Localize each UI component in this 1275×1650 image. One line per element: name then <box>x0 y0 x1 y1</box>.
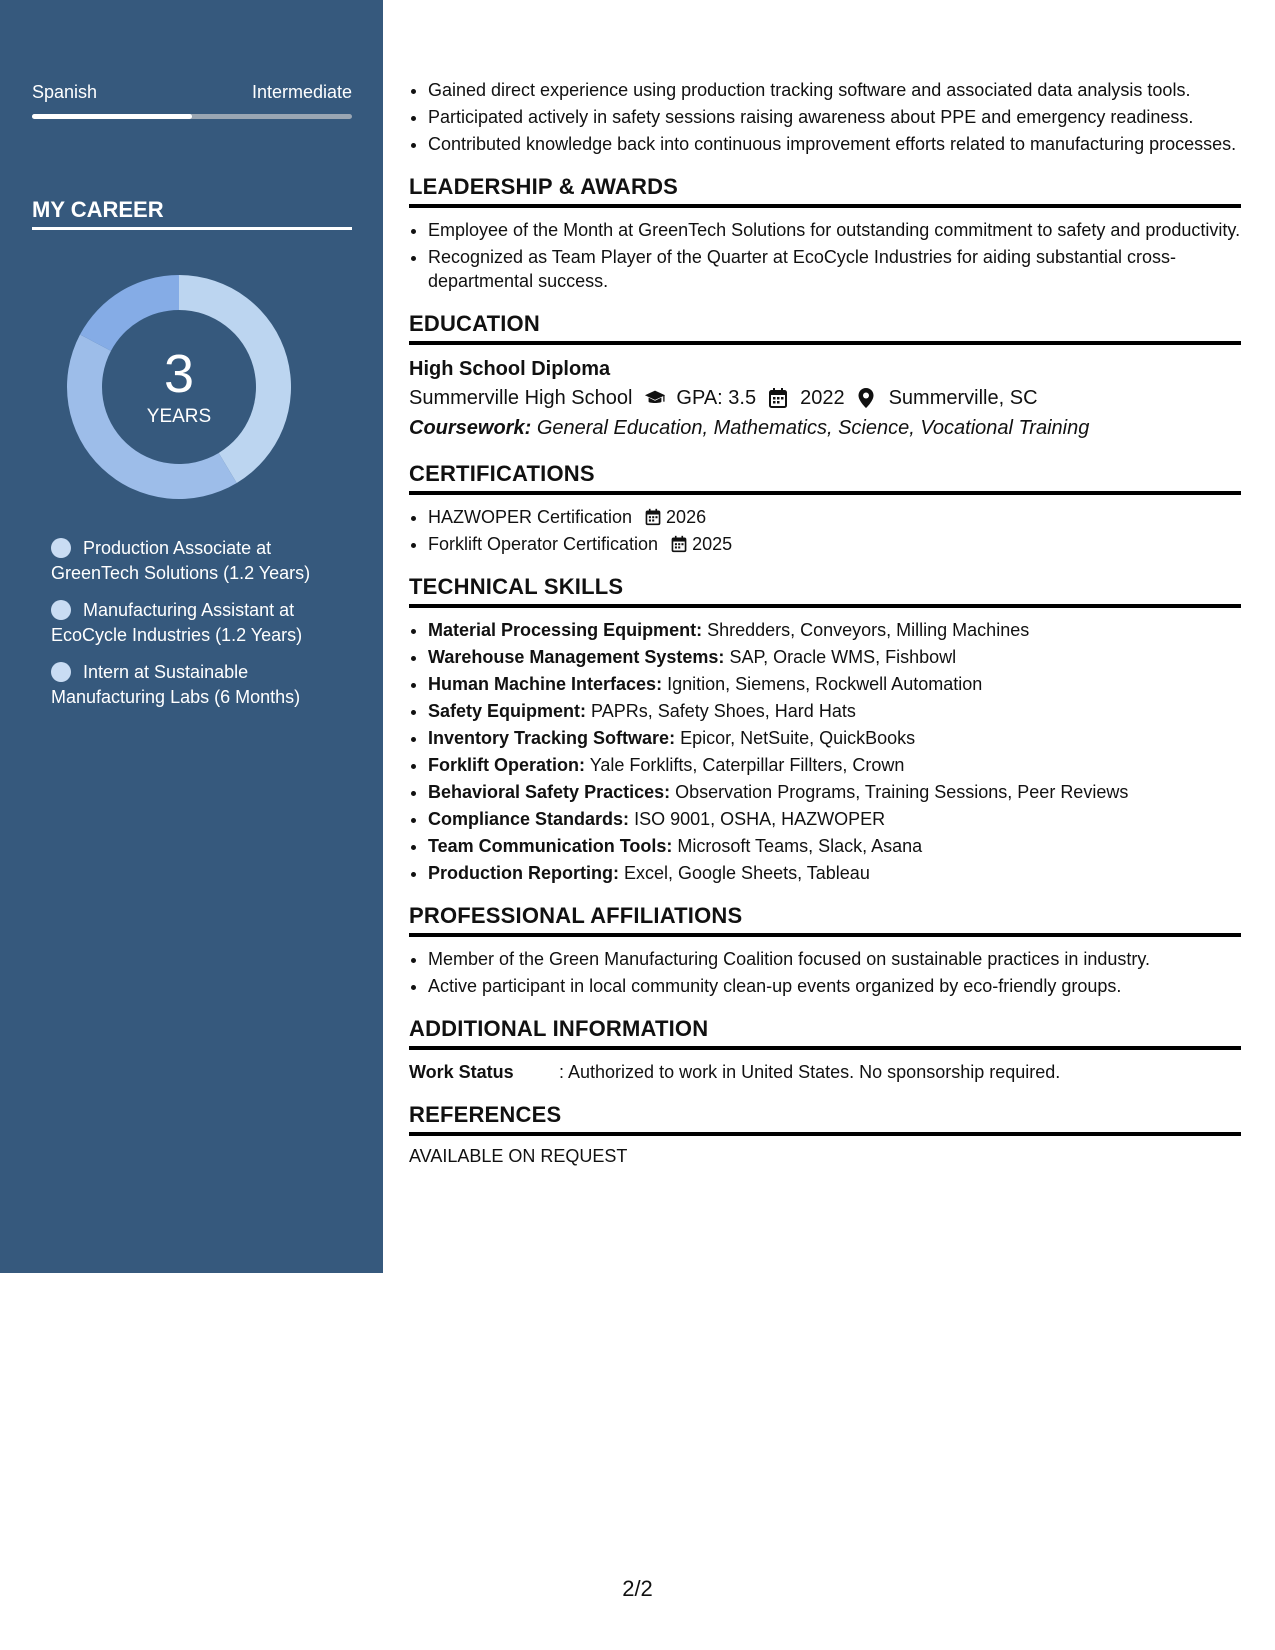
page-number: 2/2 <box>622 1576 653 1601</box>
years-unit: YEARS <box>146 406 212 427</box>
affiliations-list <box>409 947 1241 998</box>
graduation-cap-icon <box>644 387 666 409</box>
language-name: Spanish <box>32 82 98 102</box>
list-item: • Gained direct experience using production tracking software and associated data analysis tools. <box>428 78 1241 102</box>
education-degree: High School Diploma <box>409 358 611 380</box>
list-item: • Inventory Tracking Software: Epicor, NetSuite, QuickBooks <box>428 726 1241 750</box>
main-content <box>409 78 1241 1167</box>
section-title-additional: ADDITIONAL INFORMATION <box>409 1016 1241 1050</box>
list-item: • HAZWOPER Certification 2026 <box>428 505 1241 529</box>
bullet-dot-icon <box>51 662 71 682</box>
list-item: • Contributed knowledge back into continuous improvement efforts related to manufacturing processes. <box>428 132 1241 156</box>
language-proficiency-bar <box>32 114 352 119</box>
additional-info-row <box>409 1060 1241 1084</box>
bullet-dot-icon <box>51 538 71 558</box>
education-school: Summerville High School <box>409 387 633 409</box>
education-year: 2022 <box>800 387 845 409</box>
leadership-list <box>409 218 1241 293</box>
section-title-certifications: CERTIFICATIONS <box>409 461 1241 495</box>
language-row <box>32 82 352 103</box>
list-item: • Human Machine Interfaces: Ignition, Siemens, Rockwell Automation <box>428 672 1241 696</box>
certifications-list <box>409 505 1241 556</box>
section-title-skills: TECHNICAL SKILLS <box>409 574 1241 608</box>
additional-key: Work Status <box>409 1062 514 1082</box>
coursework-label: Coursework: <box>409 417 532 439</box>
calendar-icon <box>644 508 662 526</box>
calendar-icon <box>768 387 790 409</box>
education-details <box>409 383 1241 413</box>
list-item: • Forklift Operation: Yale Forklifts, Caterpillar Fillters, Crown <box>428 753 1241 777</box>
career-item: Manufacturing Assistant at EcoCycle Industries (1.2 Years) <box>51 600 303 645</box>
location-pin-icon <box>857 387 879 409</box>
list-item: • Production Reporting: Excel, Google Sheets, Tableau <box>428 861 1241 885</box>
list-item: • Active participant in local community clean-up events organized by eco-friendly groups. <box>428 974 1241 998</box>
list-item: • Forklift Operator Certification 2025 <box>428 532 1241 556</box>
career-section-title: MY CAREER <box>32 197 352 230</box>
donut-segment-1 <box>179 275 291 483</box>
list-item: • Employee of the Month at GreenTech Solutions for outstanding commitment to safety and productivity. <box>428 218 1241 242</box>
skills-list <box>409 618 1241 885</box>
career-list <box>51 536 351 722</box>
coursework-value: General Education, Mathematics, Science, Vocational Training <box>536 417 1090 439</box>
references-text: AVAILABLE ON REQUEST <box>409 1146 628 1166</box>
section-title-references: REFERENCES <box>409 1102 1241 1136</box>
section-title-leadership: LEADERSHIP & AWARDS <box>409 174 1241 208</box>
list-item: • Member of the Green Manufacturing Coalition focused on sustainable practices in industry. <box>428 947 1241 971</box>
list-item: • Team Communication Tools: Microsoft Teams, Slack, Asana <box>428 834 1241 858</box>
sidebar <box>0 0 383 1273</box>
section-title-affiliations: PROFESSIONAL AFFILIATIONS <box>409 903 1241 937</box>
career-item: Intern at Sustainable Manufacturing Labs (6 Months) <box>51 662 301 707</box>
list-item: • Safety Equipment: PAPRs, Safety Shoes, Hard Hats <box>428 699 1241 723</box>
education-coursework <box>409 413 1241 443</box>
additional-value: : Authorized to work in United States. No sponsorship required. <box>559 1062 1061 1082</box>
career-item: Production Associate at GreenTech Solutions (1.2 Years) <box>51 538 311 583</box>
years-number: 3 <box>163 344 195 404</box>
list-item: • Recognized as Team Player of the Quarter at EcoCycle Industries for aiding substantial cross-departmental success. <box>428 245 1241 293</box>
list-item: • Participated actively in safety sessions raising awareness about PPE and emergency readiness. <box>428 105 1241 129</box>
list-item: • Material Processing Equipment: Shredders, Conveyors, Milling Machines <box>428 618 1241 642</box>
career-years-donut <box>66 274 292 500</box>
donut-segment-3 <box>80 275 179 351</box>
list-item: • Warehouse Management Systems: SAP, Oracle WMS, Fishbowl <box>428 645 1241 669</box>
section-title-education: EDUCATION <box>409 311 1241 345</box>
language-proficiency-fill <box>32 114 192 119</box>
list-item: • Behavioral Safety Practices: Observation Programs, Training Sessions, Peer Reviews <box>428 780 1241 804</box>
education-gpa: GPA: 3.5 <box>676 387 757 409</box>
list-item: • Compliance Standards: ISO 9001, OSHA, HAZWOPER <box>428 807 1241 831</box>
experience-bullets <box>409 78 1241 156</box>
calendar-icon <box>670 535 688 553</box>
bullet-dot-icon <box>51 600 71 620</box>
language-level: Intermediate <box>251 82 352 102</box>
education-location: Summerville, SC <box>888 387 1038 409</box>
